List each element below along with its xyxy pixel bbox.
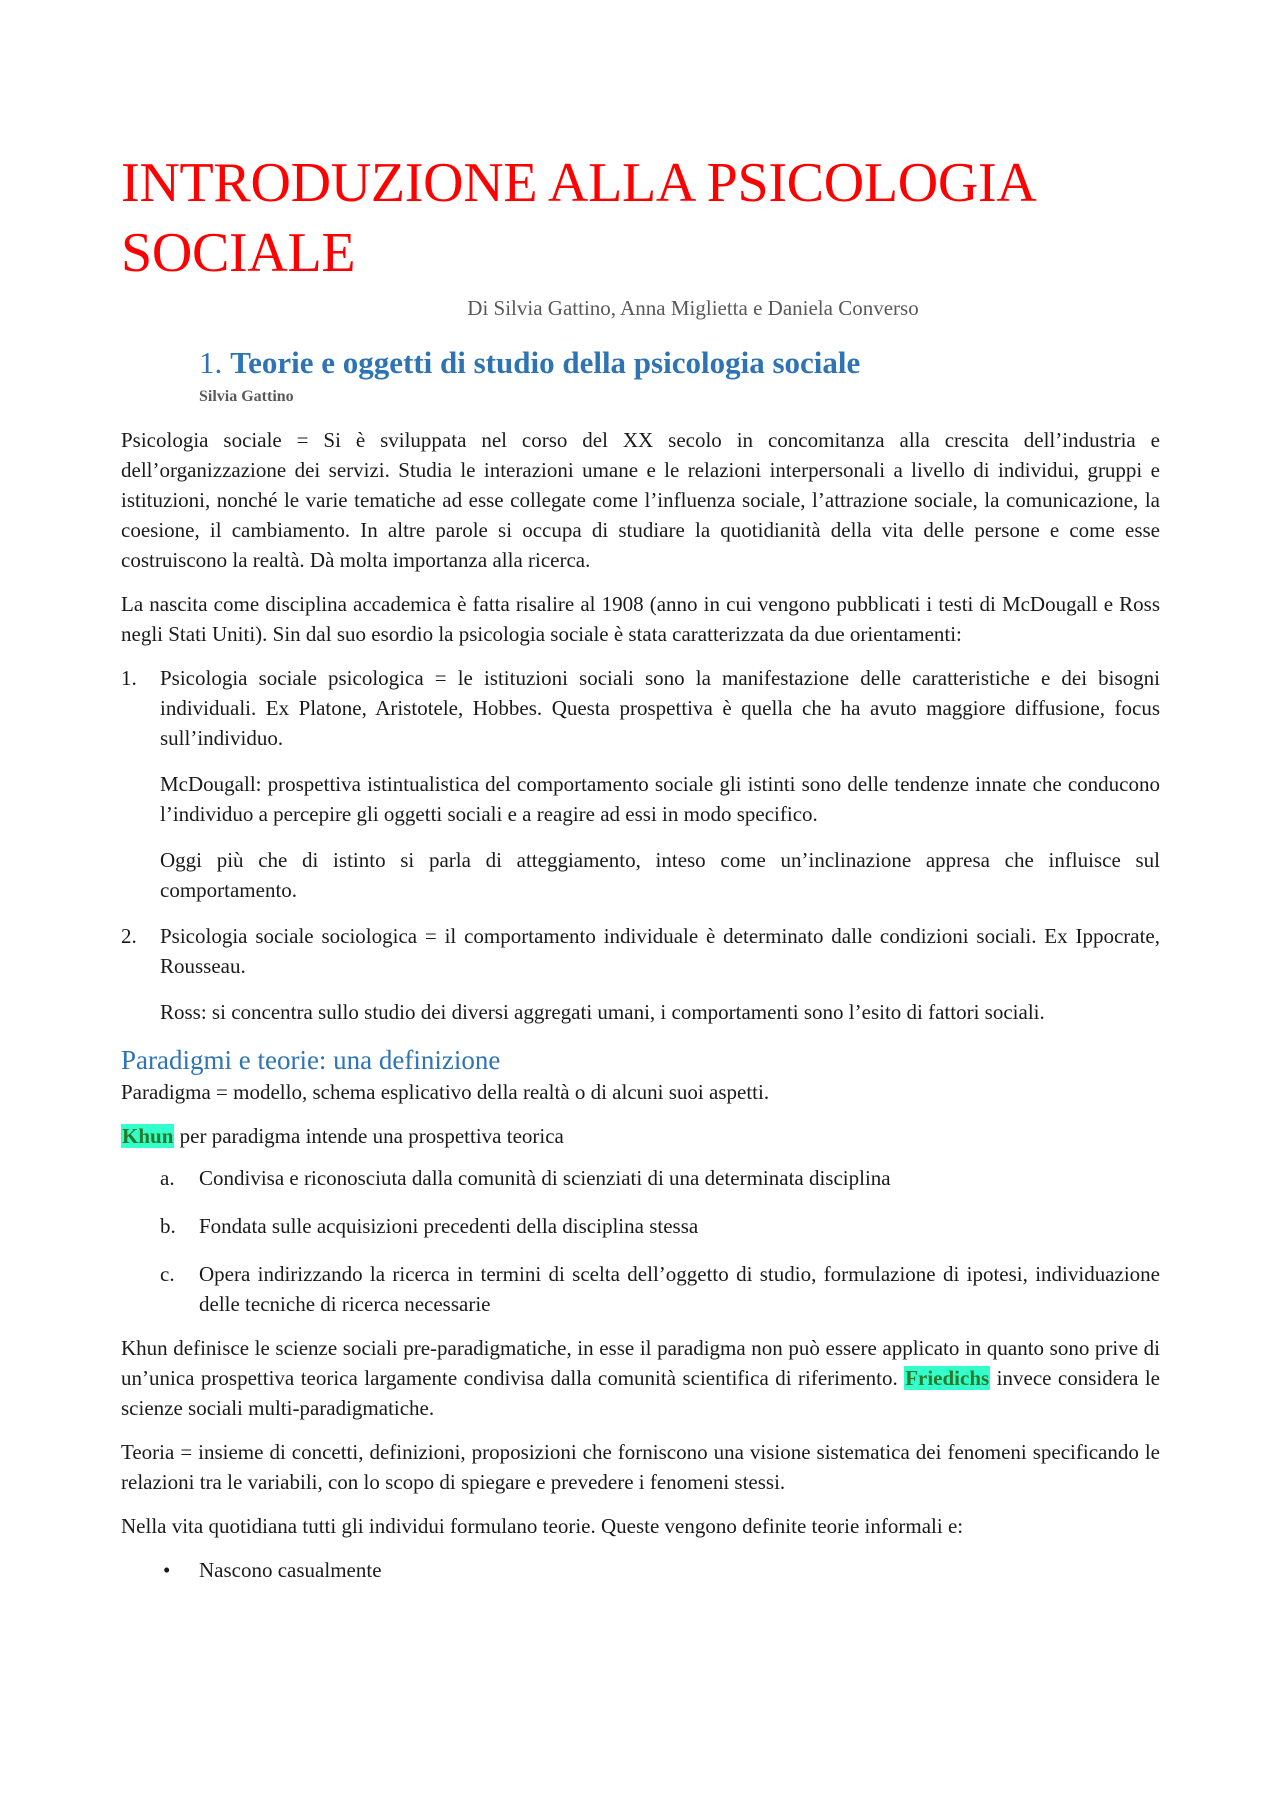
chapter-header	[121, 344, 1160, 407]
list-item	[121, 663, 1160, 905]
paragraph-nascita: La nascita come disciplina accademica è fatta risalire al 1908 (anno in cui vengono pubblicati i testi di McDougall e Ross negli Stati Uniti). Sin dal suo esordio la psicologia sociale è stata caratterizzata da due orientamenti:	[121, 592, 1160, 646]
list-marker: b.	[160, 1214, 176, 1238]
paragraph-khun	[121, 1121, 1160, 1151]
section-title: Paradigmi e teorie: una definizione	[121, 1045, 501, 1075]
document-authors: Di Silvia Gattino, Anna Miglietta e Daniela Converso	[467, 296, 919, 320]
paradigm-characteristics-list	[121, 1163, 1160, 1319]
chapter-author: Silvia Gattino	[199, 388, 294, 405]
list-item	[121, 1555, 1160, 1585]
paragraph-khun-definizione-text: Khun definisce le scienze sociali pre-paradigmatiche, in esse il paradigma non può essere applicato in quanto sono prive di un’unica prospettiva teorica largamente condivisa dalla comunità scientifica di riferimento.	[121, 1336, 1160, 1390]
title-line-2: SOCIALE	[121, 222, 356, 284]
list-marker: 1.	[121, 666, 137, 690]
list-item-text: Psicologia sociale psicologica = le istituzioni sociali sono la manifestazione delle caratteristiche e dei bisogni individuali. Ex Platone, Aristotele, Hobbes. Questa prospettiva è quella che ha avuto maggiore diffusione, focus sull’individuo.	[160, 666, 1160, 750]
list-item-text: Opera indirizzando la ricerca in termini di scelta dell’oggetto di studio, formulazione di ipotesi, individuazione delle tecniche di ricerca necessarie	[199, 1262, 1160, 1316]
list-item	[121, 921, 1160, 1027]
paragraph-vita-quotidiana: Nella vita quotidiana tutti gli individui formulano teorie. Queste vengono definite teorie informali e:	[121, 1514, 964, 1538]
list-item-text: Fondata sulle acquisizioni precedenti della disciplina stessa	[199, 1214, 699, 1238]
chapter-title-text: Teorie e oggetti di studio della psicologia sociale	[230, 345, 861, 380]
list-item	[121, 1163, 1160, 1193]
orientations-list	[121, 663, 1160, 1027]
paragraph-khun-text: per paradigma intende una prospettiva teorica	[174, 1124, 564, 1148]
highlighted-name-khun: Khun	[122, 1124, 174, 1148]
paragraph-friedichs-text: invece considera le scienze sociali multi-paradigmatiche.	[121, 1366, 1161, 1420]
list-item-text: Condivisa e riconosciuta dalla comunità di scienziati di una determinata disciplina	[199, 1166, 891, 1190]
list-marker: 2.	[121, 924, 137, 948]
chapter-title	[199, 344, 1160, 382]
list-item-text: Psicologia sociale sociologica = il comportamento individuale è determinato dalle condizioni sociali. Ex Ippocrate, Rousseau.	[160, 924, 1160, 978]
paragraph-khun-definizione	[121, 1333, 1160, 1423]
paragraph-psicologia-sociale: Psicologia sociale = Si è sviluppata nel corso del XX secolo in concomitanza alla crescita dell’industria e dell’organizzazione dei servizi. Studia le interazioni umane e le relazioni interpersonali a livello di individui, gruppi e istituzioni, nonché le varie tematiche ad esse collegate come l’influenza sociale, l’attrazione sociale, la comunicazione, la coesione, il cambiamento. In altre parole si occupa di studiare la quotidianità della vita delle persone e come esse costruiscono la realtà. Dà molta importanza alla ricerca.	[121, 428, 1160, 572]
list-item-subparagraph: McDougall: prospettiva istintualistica del comportamento sociale gli istinti sono delle tendenze innate che conducono l’individuo a percepire gli oggetti sociali e a reagire ad essi in modo specifico.	[160, 772, 1160, 826]
list-item-text: Nascono casualmente	[199, 1558, 382, 1582]
list-item-subparagraph: Ross: si concentra sullo studio dei diversi aggregati umani, i comportamenti sono l’esito di fattori sociali.	[160, 1000, 1045, 1024]
bullet-marker: •	[163, 1558, 171, 1582]
title-line-1: INTRODUZIONE ALLA PSICOLOGIA	[121, 152, 1037, 214]
list-item	[121, 1211, 1160, 1241]
list-marker: c.	[160, 1262, 175, 1286]
list-item	[121, 1259, 1160, 1319]
paragraph-teoria: Teoria = insieme di concetti, definizioni, proposizioni che forniscono una visione sistematica dei fenomeni specificando le relazioni tra le variabili, con lo scopo di spiegare e prevedere i fenomeni stessi.	[121, 1440, 1160, 1494]
highlighted-name-friedichs: Friedichs	[905, 1366, 990, 1390]
list-item-subparagraph: Oggi più che di istinto si parla di atteggiamento, inteso come un’inclinazione appresa che influisce sul comportamento.	[160, 848, 1160, 902]
chapter-number: 1.	[199, 345, 223, 380]
document-title	[121, 148, 1160, 288]
document-page	[121, 148, 1160, 1585]
paragraph-paradigma: Paradigma = modello, schema esplicativo della realtà o di alcuni suoi aspetti.	[121, 1080, 770, 1104]
informal-theories-list	[121, 1555, 1160, 1585]
list-marker: a.	[160, 1166, 175, 1190]
